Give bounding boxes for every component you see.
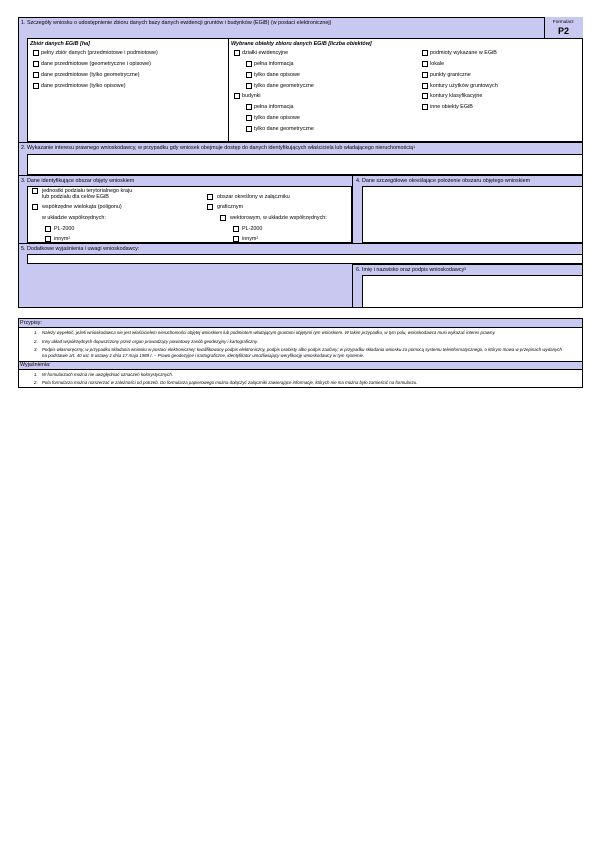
- annex-vector-label: wektorowym, w układzie współrzędnych:: [230, 215, 327, 221]
- polygon-label: współrzędne wielokąta (poligonu): [42, 204, 122, 210]
- section1-right-heading: Wybrane obiekty zbioru danych EGiB [liczba obiektów]: [231, 41, 372, 47]
- premises-checkbox[interactable]: [422, 61, 428, 67]
- signature-field[interactable]: [362, 275, 583, 308]
- annex-other-label: innym$^2$: [242, 236, 259, 242]
- buildings-geo-checkbox[interactable]: [246, 126, 252, 132]
- section5-top-line: [18, 243, 583, 244]
- boundary-points-checkbox[interactable]: [422, 72, 428, 78]
- annex-other-checkbox[interactable]: [233, 236, 239, 242]
- explanation-2-text: Pola formularza można rozszerzać w zależności od potrzeb. Do formularza papierowego można dołączyć załączniki zawierające informacje, których nie ma można było zamieścić na formularzu.: [42, 380, 418, 385]
- buildings-full-checkbox[interactable]: [246, 104, 252, 110]
- buildings-label: budynki: [242, 93, 261, 99]
- section1-left-heading: Zbiór danych EGiB [ha]: [30, 41, 90, 47]
- explanations-title-bar: [19, 361, 582, 370]
- form-code: P2: [558, 26, 570, 36]
- footnotes-title-bar: [19, 319, 582, 328]
- parcels-full-checkbox[interactable]: [246, 61, 252, 67]
- parcels-checkbox[interactable]: [234, 50, 240, 56]
- section3-title: 3. Dane identyfikujące obszar objęty wnioskiem: [21, 178, 135, 184]
- section1-title: 1. Szczegóły wniosku o udostępnienie zbioru danych bazy danych ewidencji gruntów i budynków (EGiB) (w postaci elektronicznej): [21, 20, 332, 26]
- buildings-desc-checkbox[interactable]: [246, 115, 252, 121]
- footnote-3-text-line2: na podstawie art. 40 ust. 8 ustawy z dnia 17 maja 1989 r. – Prawo geodezyjne i kartograficzne, identyfikator umożliwiający weryfikację wnioskodawcy w tym systemie.: [42, 353, 365, 358]
- geo-desc-label: dane przedmiotowe (geometryczne i opisowe): [41, 61, 151, 67]
- section3-4-divider: [352, 175, 353, 243]
- section1-divider: [228, 38, 229, 142]
- footnote-3-number: 3.: [34, 347, 38, 352]
- parcels-geo-label: tylko dane geometryczne: [254, 83, 314, 89]
- desc-only-checkbox[interactable]: [33, 83, 39, 89]
- territorial-units-label-2: lub podziału dla celów EGiB: [42, 194, 109, 200]
- parcels-desc-label: tylko dane opisowe: [254, 72, 300, 78]
- annex-checkbox[interactable]: [207, 194, 213, 200]
- polygon-pl2000-checkbox[interactable]: [45, 226, 51, 232]
- other-objects-checkbox[interactable]: [422, 104, 428, 110]
- annex-label: obszar określony w załączniku: [217, 194, 290, 200]
- polygon-system-label: w układzie współrzędnych:: [42, 215, 106, 221]
- geo-desc-checkbox[interactable]: [33, 61, 39, 67]
- explanation-1-text: W formularzach można nie uwzględniać oznaczeń kolorystycznych.: [42, 372, 174, 377]
- buildings-desc-label: tylko dane opisowe: [254, 115, 300, 121]
- buildings-full-label: pełna informacja: [254, 104, 294, 110]
- parcels-label: działki ewidencyjne: [242, 50, 289, 56]
- section6-title: 6. Imię i nazwisko oraz podpis wnioskodawcy$^3$: [356, 267, 467, 273]
- territorial-units-label-1: jednostki podziału terytorialnego kraju: [42, 188, 133, 194]
- premises-label: lokale: [430, 61, 445, 67]
- footnote-1-number: 1.: [34, 330, 38, 335]
- explanations-title: Wyjaśnienia:: [20, 362, 51, 368]
- polygon-checkbox[interactable]: [32, 204, 38, 210]
- desc-only-label: dane przedmiotowe (tylko opisowe): [41, 83, 126, 89]
- annex-vector-checkbox[interactable]: [220, 215, 226, 221]
- full-dataset-label: pełny zbiór danych (przedmiotowe i podmiotowe): [41, 50, 158, 56]
- section2-title: 2. Wykazanie interesu prawnego wnioskodawcy, w przypadku gdy wniosek obejmuje dostęp do danych identyfikujących właściciela lub władającego nieruchomością$^1$: [21, 145, 416, 151]
- annex-graphic-checkbox[interactable]: [207, 204, 213, 210]
- location-details-field[interactable]: [362, 186, 583, 243]
- footnote-3-text-line1: Podpis własnoręczny, w przypadku składania wniosku w postaci elektronicznej: kwalifikowany podpis elektroniczny, podpis osobisty albo podpis zaufany; w przypadku składania wniosku za pomocą systemu teleinformatycznego, o którym mowa w przepisach wydanych: [42, 347, 562, 352]
- polygon-pl2000-label: PL-2000: [54, 226, 75, 232]
- land-use-contours-label: kontury użytków gruntowych: [430, 83, 498, 89]
- entities-checkbox[interactable]: [422, 50, 428, 56]
- annex-pl2000-label: PL-2000: [242, 226, 263, 232]
- footnote-2-number: 2.: [34, 339, 38, 344]
- annex-pl2000-checkbox[interactable]: [233, 226, 239, 232]
- parcels-geo-checkbox[interactable]: [246, 83, 252, 89]
- section5-title: 5. Dodatkowe wyjaśnienia i uwagi wnioskodawcy:: [21, 246, 140, 252]
- polygon-other-checkbox[interactable]: [45, 236, 51, 242]
- buildings-checkbox[interactable]: [234, 93, 240, 99]
- parcels-desc-checkbox[interactable]: [246, 72, 252, 78]
- parcels-full-label: pełna informacja: [254, 61, 294, 67]
- form-caption: Formularz: [553, 19, 574, 24]
- legal-interest-field[interactable]: [27, 154, 583, 175]
- boundary-points-label: punkty graniczne: [430, 72, 471, 78]
- geo-only-label: dane przedmiotowe (tylko geometryczne): [41, 72, 140, 78]
- section4-title: 4. Dane szczegółowe określające położenie obszaru objętego wnioskiem: [356, 178, 531, 184]
- annex-graphic-label: graficznym: [217, 204, 244, 210]
- section2-top-line: [18, 142, 583, 143]
- full-dataset-checkbox[interactable]: [33, 50, 39, 56]
- explanation-1-number: 1.: [34, 372, 38, 377]
- classification-contours-label: kontury klasyfikacyjne: [430, 93, 483, 99]
- polygon-other-label: innym$^2$: [54, 236, 71, 242]
- entities-label: podmioty wykazane w EGiB: [430, 50, 497, 56]
- territorial-units-checkbox[interactable]: [32, 188, 38, 194]
- other-objects-label: inne obiekty EGiB: [430, 104, 473, 110]
- land-use-contours-checkbox[interactable]: [422, 83, 428, 89]
- footnote-1-text: Należy wypełnić, jeżeli wnioskodawca nie jest właścicielem nieruchomości objętej wnioskiem lub podmiotem władającym gruntami objętymi tym wnioskiem. W takim przypadku, w tym polu, wnioskodawca musi wykazać interes prawny.: [42, 330, 496, 335]
- buildings-geo-label: tylko dane geometryczne: [254, 126, 314, 132]
- section3-top-line: [18, 175, 583, 176]
- footnotes-title: Przypisy:: [20, 320, 42, 326]
- explanation-2-number: 2.: [34, 380, 38, 385]
- classification-contours-checkbox[interactable]: [422, 93, 428, 99]
- geo-only-checkbox[interactable]: [33, 72, 39, 78]
- additional-remarks-field[interactable]: [27, 254, 583, 264]
- footnote-2-text: Inny układ współrzędnych dopuszczony przez organ prowadzący powiatowy zasób geodezyjny i kartograficzny.: [42, 339, 258, 344]
